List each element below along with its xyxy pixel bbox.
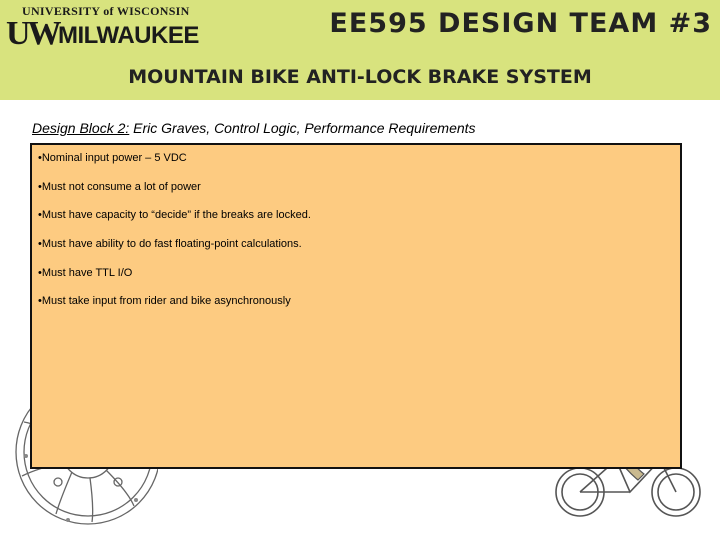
- header-banner: [0, 0, 720, 100]
- uwm-logo: [4, 4, 204, 56]
- logo-university-text: UNIVERSITY of WISCONSIN: [22, 4, 190, 18]
- requirement-item: •Nominal input power – 5 VDC: [38, 152, 187, 164]
- requirement-item: •Must have ability to do fast floating-point calculations.: [38, 238, 302, 250]
- project-title: MOUNTAIN BIKE ANTI-LOCK BRAKE SYSTEM: [128, 66, 592, 88]
- requirements-panel: [30, 143, 682, 469]
- design-block-heading: [32, 120, 476, 136]
- logo-milwaukee-text: MILWAUKEE: [58, 22, 199, 49]
- requirement-item: •Must have capacity to “decide” if the breaks are locked.: [38, 209, 311, 221]
- design-block-detail: Eric Graves, Control Logic, Performance Requirements: [129, 120, 476, 136]
- logo-uw-text: UW: [6, 15, 59, 52]
- requirement-item: •Must have TTL I/O: [38, 267, 133, 279]
- team-title: EE595 DESIGN TEAM #3: [329, 8, 712, 39]
- requirement-item: •Must take input from rider and bike asynchronously: [38, 295, 291, 307]
- design-block-label: Design Block 2:: [32, 120, 130, 136]
- requirement-item: •Must not consume a lot of power: [38, 181, 201, 193]
